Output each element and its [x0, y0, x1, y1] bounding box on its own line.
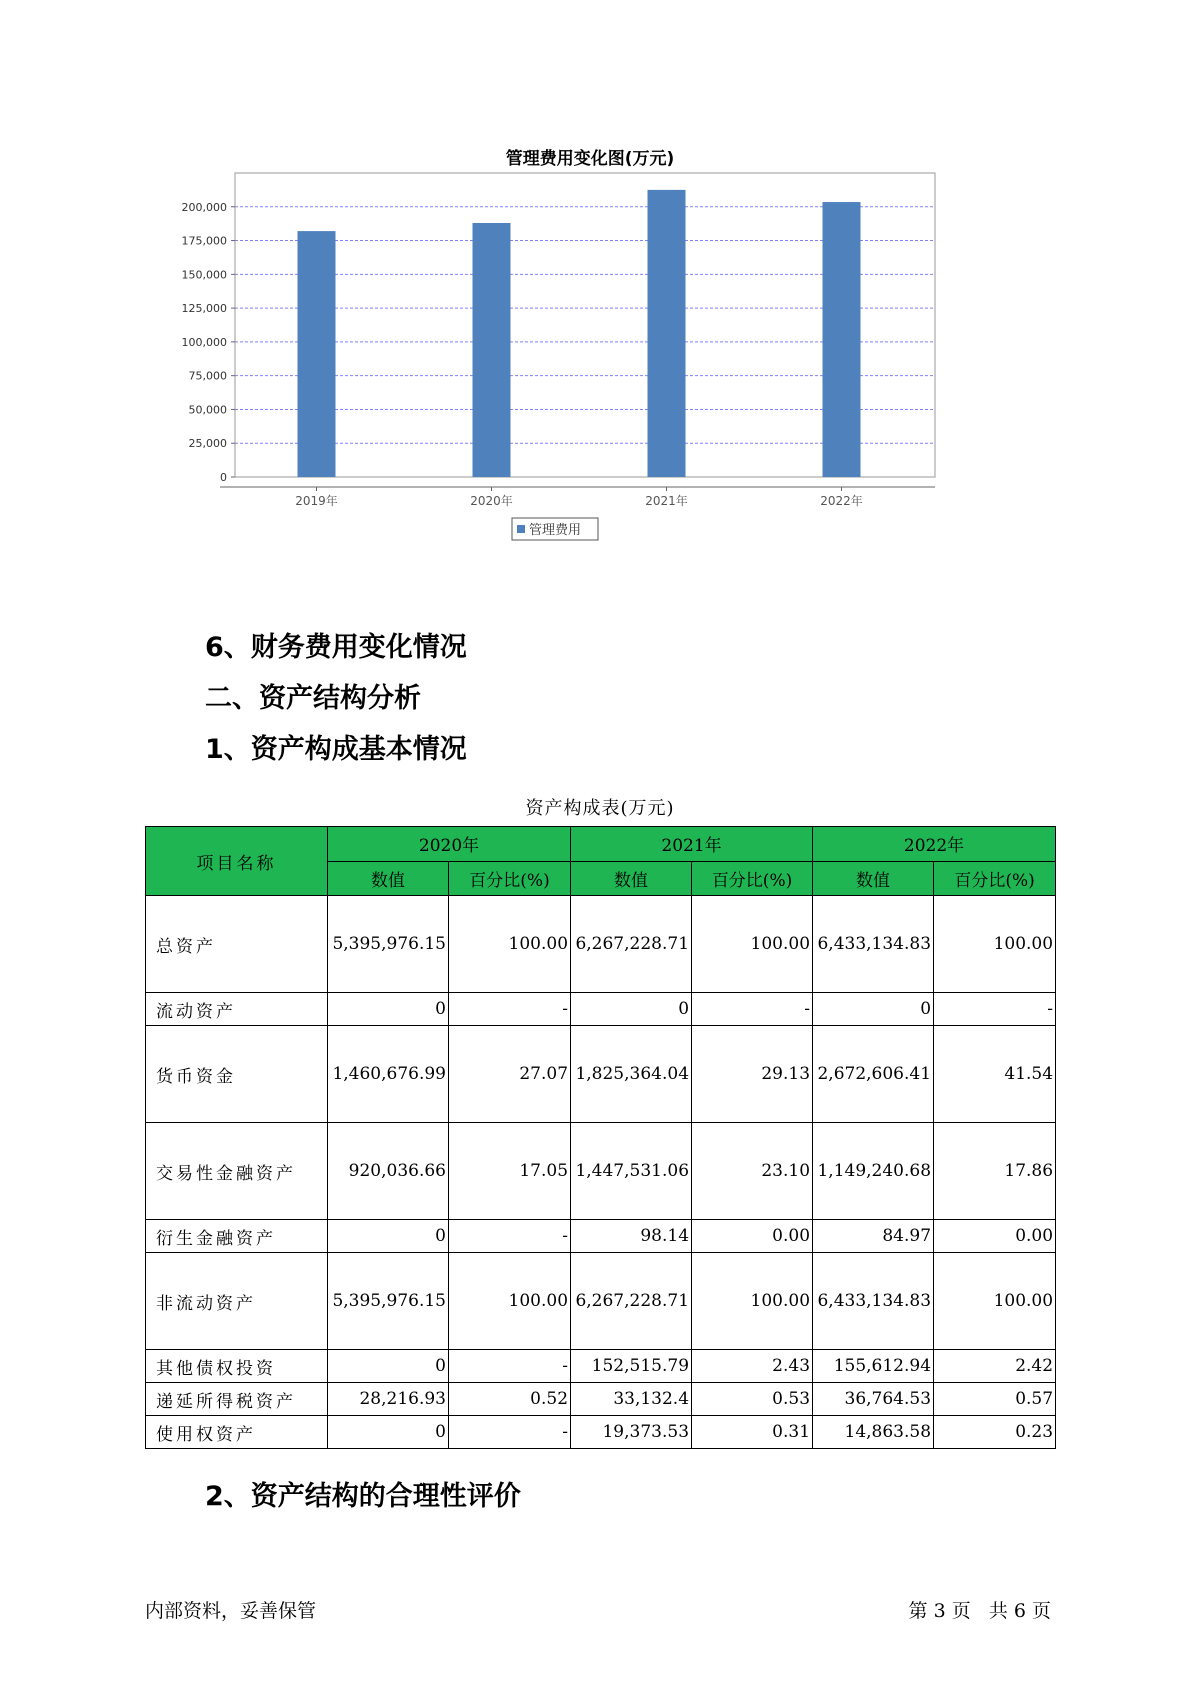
percent-cell: 29.13 [692, 1026, 813, 1123]
heading-asset-composition: 1、资产构成基本情况 [205, 734, 467, 765]
value-cell: 152,515.79 [571, 1350, 692, 1383]
footer-page-number: 第 3 页 共 6 页 [908, 1600, 1051, 1622]
value-cell: 0 [328, 1350, 449, 1383]
y-tick-label: 25,000 [188, 437, 227, 451]
percent-cell: 100.00 [934, 1253, 1056, 1350]
value-cell: 0 [328, 993, 449, 1026]
percent-cell: 100.00 [449, 896, 571, 993]
header-value: 数值 [571, 861, 692, 896]
value-cell: 6,267,228.71 [571, 1253, 692, 1350]
table-row [146, 896, 1056, 993]
row-label: 其他债权投资 [146, 1350, 328, 1383]
percent-cell: 0.00 [934, 1220, 1056, 1253]
table-row [146, 1416, 1056, 1449]
percent-cell: 0.23 [934, 1416, 1056, 1449]
header-percent: 百分比(%) [934, 861, 1056, 896]
value-cell: 1,460,676.99 [328, 1026, 449, 1123]
chart-title: 管理费用变化图(万元) [505, 149, 675, 169]
percent-cell: 100.00 [692, 896, 813, 993]
bar-2020年 [473, 223, 511, 477]
value-cell: 1,447,531.06 [571, 1123, 692, 1220]
value-cell: 19,373.53 [571, 1416, 692, 1449]
legend-label: 管理费用 [529, 523, 582, 538]
percent-cell: - [449, 1416, 571, 1449]
table-row [146, 1220, 1056, 1253]
percent-cell: 100.00 [449, 1253, 571, 1350]
header-item-name: 项目名称 [146, 827, 328, 896]
value-cell: 6,267,228.71 [571, 896, 692, 993]
x-tick-label: 2022年 [820, 494, 863, 508]
value-cell: 1,149,240.68 [813, 1123, 934, 1220]
table-row [146, 1253, 1056, 1350]
y-tick-label: 200,000 [181, 200, 227, 214]
heading-asset-structure: 二、资产结构分析 [205, 683, 421, 714]
value-cell: 0 [571, 993, 692, 1026]
header-year-2022: 2022年 [813, 827, 1056, 862]
percent-cell: 23.10 [692, 1123, 813, 1220]
value-cell: 5,395,976.15 [328, 1253, 449, 1350]
percent-cell: 0.00 [692, 1220, 813, 1253]
header-year-2020: 2020年 [328, 827, 571, 862]
value-cell: 84.97 [813, 1220, 934, 1253]
percent-cell: 2.43 [692, 1350, 813, 1383]
table-row [146, 993, 1056, 1026]
row-label: 总资产 [146, 896, 328, 993]
row-label: 递延所得税资产 [146, 1383, 328, 1416]
value-cell: 98.14 [571, 1220, 692, 1253]
chart-canvas [150, 130, 1030, 600]
row-label: 使用权资产 [146, 1416, 328, 1449]
value-cell: 36,764.53 [813, 1383, 934, 1416]
y-tick-label: 125,000 [181, 302, 227, 316]
value-cell: 2,672,606.41 [813, 1026, 934, 1123]
heading-finance-expense: 6、财务费用变化情况 [205, 632, 467, 663]
footer-confidential-note: 内部资料，妥善保管 [145, 1600, 317, 1622]
row-label: 衍生金融资产 [146, 1220, 328, 1253]
row-label: 交易性金融资产 [146, 1123, 328, 1220]
percent-cell: 17.86 [934, 1123, 1056, 1220]
row-label: 流动资产 [146, 993, 328, 1026]
value-cell: 0 [328, 1220, 449, 1253]
percent-cell: 100.00 [934, 896, 1056, 993]
percent-cell: 0.53 [692, 1383, 813, 1416]
table-row [146, 1026, 1056, 1123]
table-row [146, 1350, 1056, 1383]
value-cell: 28,216.93 [328, 1383, 449, 1416]
percent-cell: 100.00 [692, 1253, 813, 1350]
heading-asset-evaluation: 2、资产结构的合理性评价 [205, 1481, 521, 1512]
value-cell: 5,395,976.15 [328, 896, 449, 993]
value-cell: 0 [813, 993, 934, 1026]
value-cell: 6,433,134.83 [813, 896, 934, 993]
x-tick-label: 2020年 [470, 494, 513, 508]
management-expense-chart [150, 130, 1030, 600]
value-cell: 33,132.4 [571, 1383, 692, 1416]
table-row [146, 1383, 1056, 1416]
percent-cell: - [449, 993, 571, 1026]
value-cell: 1,825,364.04 [571, 1026, 692, 1123]
percent-cell: 0.31 [692, 1416, 813, 1449]
percent-cell: - [449, 1350, 571, 1383]
percent-cell: - [449, 1220, 571, 1253]
header-percent: 百分比(%) [692, 861, 813, 896]
percent-cell: - [934, 993, 1056, 1026]
y-tick-label: 100,000 [181, 335, 227, 349]
value-cell: 14,863.58 [813, 1416, 934, 1449]
percent-cell: 2.42 [934, 1350, 1056, 1383]
asset-composition-table [145, 826, 1056, 1449]
percent-cell: 41.54 [934, 1026, 1056, 1123]
bar-2019年 [298, 231, 336, 477]
table-row [146, 1123, 1056, 1220]
table-caption: 资产构成表(万元) [525, 798, 675, 819]
percent-cell: 17.05 [449, 1123, 571, 1220]
bar-2022年 [823, 202, 861, 477]
percent-cell: 27.07 [449, 1026, 571, 1123]
row-label: 非流动资产 [146, 1253, 328, 1350]
header-value: 数值 [813, 861, 934, 896]
y-tick-label: 0 [220, 471, 227, 484]
header-value: 数值 [328, 861, 449, 896]
y-tick-label: 150,000 [181, 268, 227, 282]
header-percent: 百分比(%) [449, 861, 571, 896]
bar-2021年 [648, 190, 686, 477]
x-tick-label: 2021年 [645, 494, 688, 508]
value-cell: 0 [328, 1416, 449, 1449]
value-cell: 920,036.66 [328, 1123, 449, 1220]
y-tick-label: 75,000 [188, 369, 227, 383]
value-cell: 155,612.94 [813, 1350, 934, 1383]
percent-cell: - [692, 993, 813, 1026]
legend-swatch [517, 525, 525, 533]
table-body [146, 896, 1056, 1449]
percent-cell: 0.57 [934, 1383, 1056, 1416]
y-tick-label: 175,000 [181, 234, 227, 248]
value-cell: 6,433,134.83 [813, 1253, 934, 1350]
header-year-2021: 2021年 [571, 827, 813, 862]
x-tick-label: 2019年 [295, 494, 338, 508]
y-tick-label: 50,000 [188, 403, 227, 417]
row-label: 货币资金 [146, 1026, 328, 1123]
percent-cell: 0.52 [449, 1383, 571, 1416]
